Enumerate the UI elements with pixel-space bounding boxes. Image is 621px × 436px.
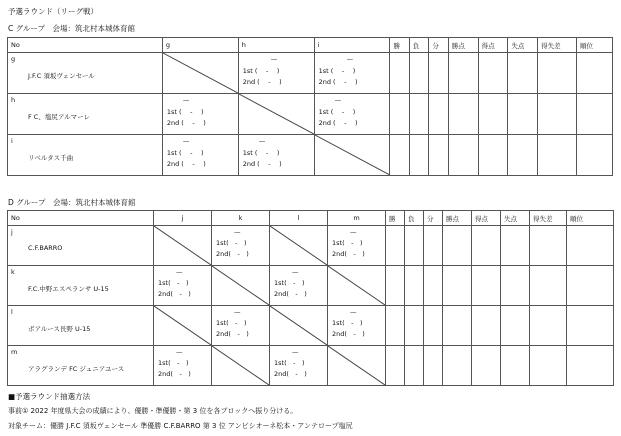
self-match-cell (270, 226, 328, 266)
table-row (8, 346, 614, 386)
col-header: 勝 (386, 211, 405, 226)
col-header: 得失差 (530, 211, 567, 226)
col-header: 順位 (567, 211, 614, 226)
team-name: ボアルース長野 U-15 (28, 325, 91, 333)
group-d-header-row (8, 211, 614, 226)
score-cell: — 1st( - ) 2nd( - ) (270, 346, 328, 386)
col-header: i (314, 38, 390, 53)
row-no: i (11, 137, 13, 145)
self-match-cell (162, 53, 238, 94)
col-header: j (154, 211, 212, 226)
team-name: F C、塩尻アルマーレ (28, 113, 90, 121)
group-d-table (7, 210, 614, 386)
self-match-cell (154, 306, 212, 346)
self-match-cell (212, 346, 270, 386)
team-name: リベルタス千曲 (28, 154, 74, 162)
group-c-heading: C グループ 会場：筑北村本城体育館 (8, 24, 136, 33)
score-cell: — 1st ( - ) 2nd ( - ) (238, 135, 314, 176)
self-match-cell (328, 266, 386, 306)
col-header: No (8, 211, 154, 226)
col-header: g (162, 38, 238, 53)
col-header: l (270, 211, 328, 226)
table-row (8, 53, 613, 94)
col-header: 失点 (508, 38, 538, 53)
col-header: k (212, 211, 270, 226)
row-no: l (11, 308, 13, 316)
score-cell: — 1st( - ) 2nd( - ) (212, 306, 270, 346)
team-cell (8, 135, 163, 176)
table-row (8, 306, 614, 346)
draw-method-line-1: 事前① 2022 年度県大会の成績により、優勝・準優勝・第 3 位を各ブロックへ振り分ける。 (8, 407, 298, 415)
group-c-table (7, 37, 613, 176)
row-no: k (11, 268, 15, 276)
score-cell: — 1st ( - ) 2nd ( - ) (162, 135, 238, 176)
col-header: m (328, 211, 386, 226)
col-header: 負 (405, 211, 424, 226)
team-name: J.F.C 須坂ヴェンセール (28, 72, 95, 80)
col-header: 勝 (390, 38, 409, 53)
draw-method-heading: ■予選ラウンド抽選方法 (8, 392, 91, 401)
score-cell: — 1st ( - ) 2nd ( - ) (314, 94, 390, 135)
col-header: 得失差 (538, 38, 577, 53)
page-title: 予選ラウンド（リーグ戦） (8, 7, 98, 16)
team-cell (8, 306, 154, 346)
score-cell: — 1st ( - ) 2nd ( - ) (314, 53, 390, 94)
table-row (8, 94, 613, 135)
score-cell: — 1st( - ) 2nd( - ) (154, 346, 212, 386)
score-cell: — 1st( - ) 2nd( - ) (212, 226, 270, 266)
team-cell (8, 266, 154, 306)
col-header: 負 (409, 38, 428, 53)
score-cell: — 1st ( - ) 2nd ( - ) (162, 94, 238, 135)
self-match-cell (270, 306, 328, 346)
team-name: F.C.中野エスペランサ U-15 (28, 285, 109, 293)
col-header: 分 (424, 211, 443, 226)
team-cell (8, 53, 163, 94)
row-no: m (11, 348, 18, 356)
team-cell (8, 226, 154, 266)
row-no: g (11, 55, 16, 63)
score-cell: — 1st( - ) 2nd( - ) (328, 306, 386, 346)
group-c-header-row (8, 38, 613, 53)
col-header: No (8, 38, 163, 53)
team-name: C.F.BARRO (28, 244, 63, 252)
table-row (8, 135, 613, 176)
score-cell: — 1st( - ) 2nd( - ) (328, 226, 386, 266)
col-header: 分 (429, 38, 448, 53)
self-match-cell (238, 94, 314, 135)
score-cell: — 1st ( - ) 2nd ( - ) (238, 53, 314, 94)
table-row (8, 266, 614, 306)
self-match-cell (154, 226, 212, 266)
score-cell: — 1st( - ) 2nd( - ) (154, 266, 212, 306)
self-match-cell (328, 346, 386, 386)
group-d-heading: D グループ 会場：筑北村本城体育館 (8, 198, 136, 207)
col-header: 得点 (472, 211, 501, 226)
row-no: h (11, 96, 16, 104)
col-header: 得点 (478, 38, 508, 53)
table-row (8, 226, 614, 266)
self-match-cell (212, 266, 270, 306)
row-no: j (11, 228, 13, 236)
draw-method-line-2: 対象チーム：優勝 J.F.C 須坂ヴェンセール 準優勝 C.F.BARRO 第 3 位 アンビシオーネ松本・アンテロープ塩尻 (8, 422, 353, 430)
col-header: h (238, 38, 314, 53)
col-header: 失点 (501, 211, 530, 226)
score-cell: — 1st( - ) 2nd( - ) (270, 266, 328, 306)
col-header: 勝点 (443, 211, 472, 226)
team-cell (8, 346, 154, 386)
col-header: 勝点 (448, 38, 478, 53)
col-header: 順位 (577, 38, 613, 53)
team-cell (8, 94, 163, 135)
self-match-cell (314, 135, 390, 176)
team-name: アラグランデ FC ジュニアユース (28, 365, 125, 373)
